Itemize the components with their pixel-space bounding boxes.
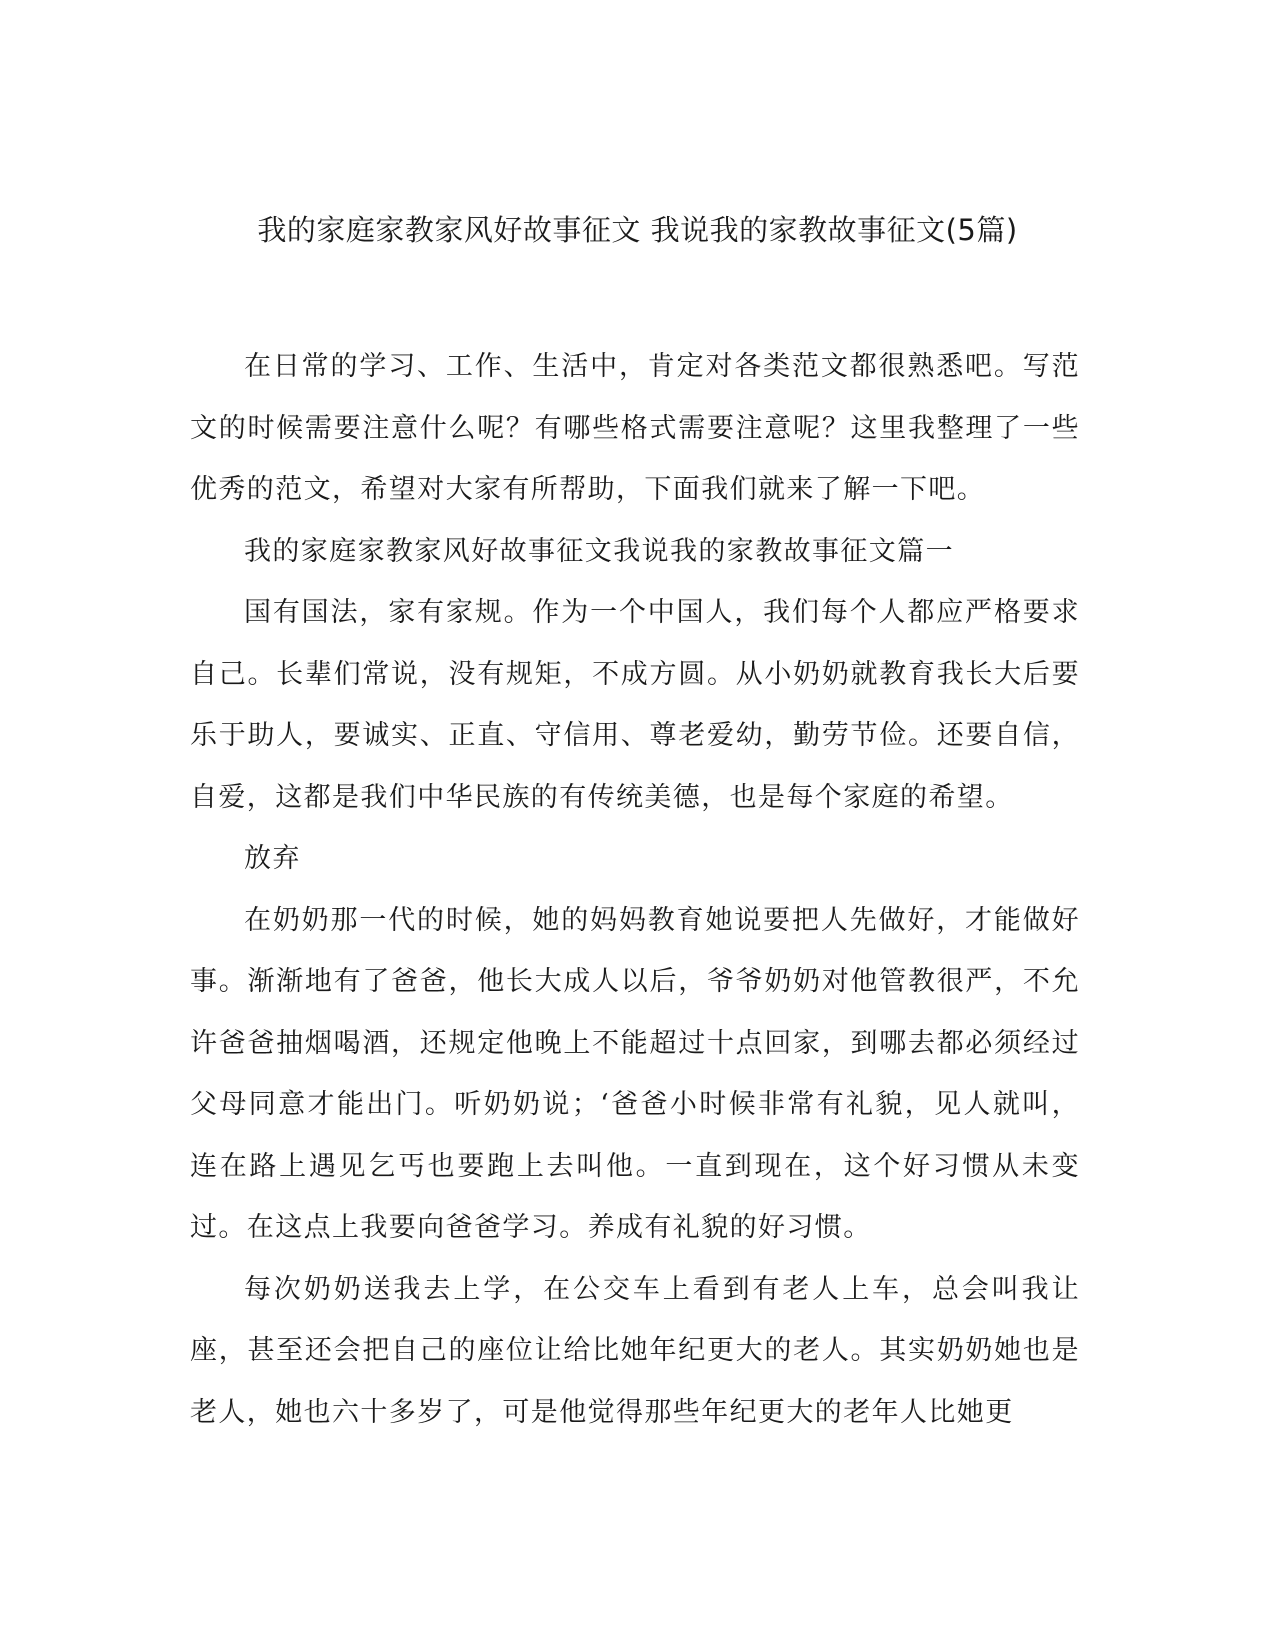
section-heading: 我的家庭家教家风好故事征文我说我的家教故事征文篇一 bbox=[244, 535, 954, 567]
body-paragraph: 国有国法，家有家规。作为一个中国人，我们每个人都应严格要求自己。长辈们常说，没有规矩，不成方圆。从小奶奶就教育我长大后要乐于助人，要诚实、正直、守信用、尊老爱幼，勤劳节俭。还要自信，自爱，这都是我们中华民族的有传统美德，也是每个家庭的希望。 bbox=[190, 597, 1080, 813]
body-paragraph: 每次奶奶送我去上学，在公交车上看到有老人上车，总会叫我让座，甚至还会把自己的座位让给比她年纪更大的老人。其实奶奶她也是老人，她也六十多岁了，可是他觉得那些年纪更大的老年人比她更 bbox=[190, 1273, 1080, 1428]
intro-paragraph: 在日常的学习、工作、生活中，肯定对各类范文都很熟悉吧。写范文的时候需要注意什么呢？有哪些格式需要注意呢？这里我整理了一些优秀的范文，希望对大家有所帮助，下面我们就来了解一下吧。 bbox=[190, 351, 1080, 505]
subheading: 放弃 bbox=[244, 843, 301, 874]
document-body bbox=[190, 336, 1080, 1443]
body-paragraph: 在奶奶那一代的时候，她的妈妈教育她说要把人先做好，才能做好事。渐渐地有了爸爸，他长大成人以后，爷爷奶奶对他管教很严，不允许爸爸抽烟喝酒，还规定他晚上不能超过十点回家，到哪去都必须经过父母同意才能出门。听奶奶说；‘爸爸小时候非常有礼貌，见人就叫，连在路上遇见乞丐也要跑上去叫他。一直到现在，这个好习惯从未变过。在这点上我要向爸爸学习。养成有礼貌的好习惯。 bbox=[190, 904, 1080, 1243]
document-title: 我的家庭家教家风好故事征文 我说我的家教故事征文(5篇) bbox=[257, 213, 1018, 247]
